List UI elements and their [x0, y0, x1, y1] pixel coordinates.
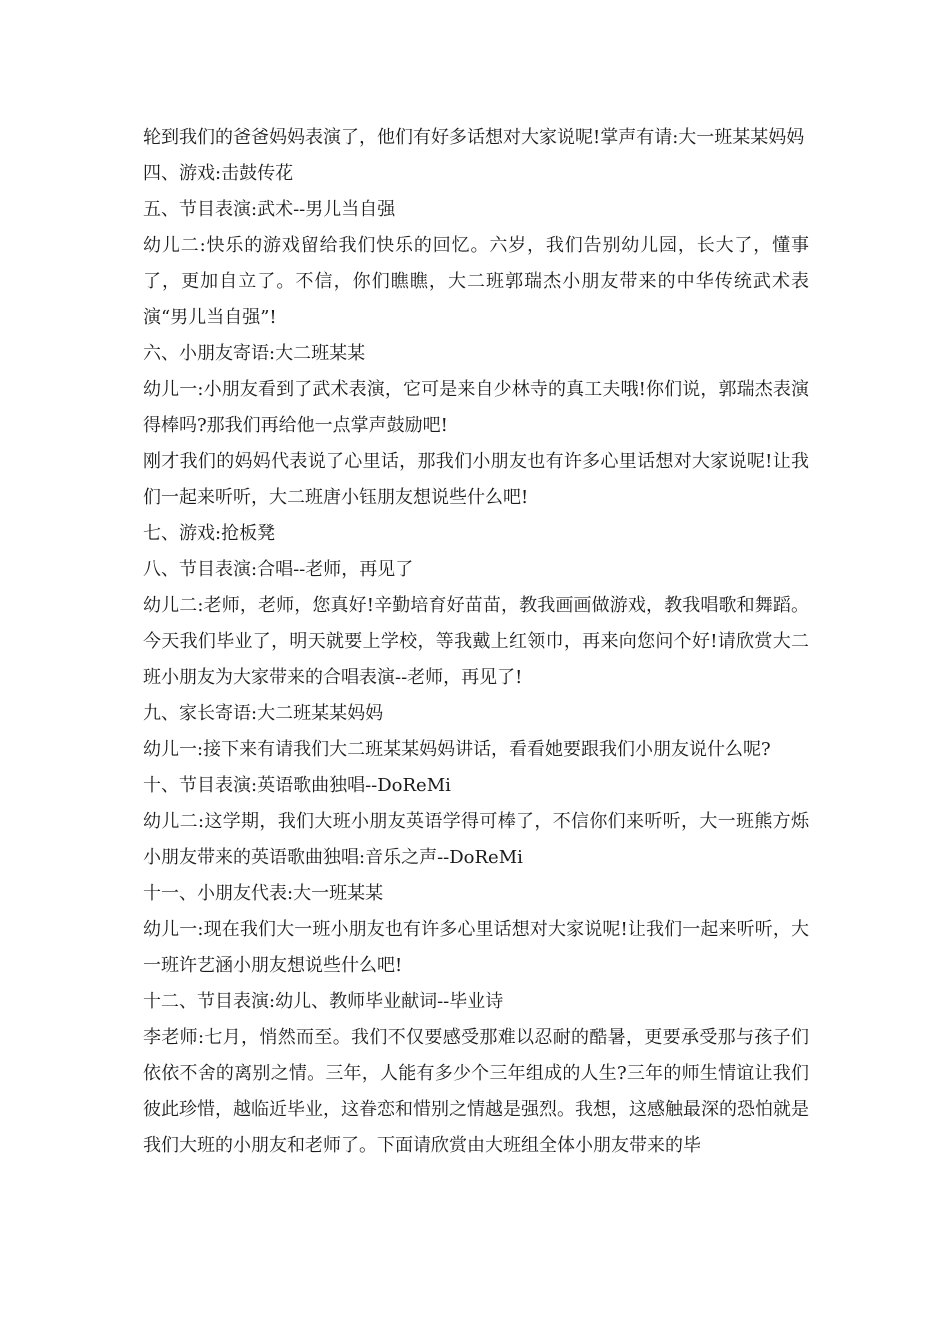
- paragraph: 李老师:七月，悄然而至。我们不仅要感受那难以忍耐的酷暑，更要承受那与孩子们依依不舍的离别之情。三年，人能有多少个三年组成的人生?三年的师生情谊让我们彼此珍惜，越临近毕业，这眷恋和惜别之情越是强烈。我想，这感触最深的恐怕就是我们大班的小朋友和老师了。下面请欣赏由大班组全体小朋友带来的毕: [143, 1027, 809, 1156]
- section-heading: 九、家长寄语:大二班某某妈妈: [143, 703, 384, 724]
- section-heading: 六、小朋友寄语:大二班某某: [143, 343, 366, 364]
- paragraph: 幼儿二:老师，老师，您真好!辛勤培育好苗苗，教我画画做游戏，教我唱歌和舞蹈。今天我们毕业了，明天就要上学校，等我戴上红领巾，再来向您问个好!请欣赏大二班小朋友为大家带来的合唱表演--老师，再见了!: [143, 595, 809, 688]
- section-heading: 十二、节目表演:幼儿、教师毕业献词--毕业诗: [143, 991, 504, 1012]
- paragraph: 幼儿一:现在我们大一班小朋友也有许多心里话想对大家说呢!让我们一起来听听，大一班许艺涵小朋友想说些什么吧!: [143, 919, 809, 976]
- section-heading: 七、游戏:抢板凳: [143, 523, 276, 544]
- paragraph: 幼儿二:快乐的游戏留给我们快乐的回忆。六岁，我们告别幼儿园，长大了，懂事了，更加自立了。不信，你们瞧瞧，大二班郭瑞杰小朋友带来的中华传统武术表演“男儿当自强”!: [143, 235, 809, 328]
- paragraph: 幼儿一:接下来有请我们大二班某某妈妈讲话，看看她要跟我们小朋友说什么呢?: [143, 739, 771, 760]
- paragraph: 刚才我们的妈妈代表说了心里话，那我们小朋友也有许多心里话想对大家说呢!让我们一起来听听，大二班唐小钰朋友想说些什么吧!: [143, 451, 809, 508]
- section-heading: 五、节目表演:武术--男儿当自强: [143, 199, 396, 220]
- section-heading: 八、节目表演:合唱--老师，再见了: [143, 559, 414, 580]
- paragraph: 幼儿二:这学期，我们大班小朋友英语学得可棒了，不信你们来听听，大一班熊方烁小朋友带来的英语歌曲独唱:音乐之声--DoReMi: [143, 811, 809, 868]
- paragraph: 幼儿一:小朋友看到了武术表演，它可是来自少林寺的真工夫哦!你们说，郭瑞杰表演得棒吗?那我们再给他一点掌声鼓励吧!: [143, 379, 809, 436]
- paragraph: 轮到我们的爸爸妈妈表演了，他们有好多话想对大家说呢!掌声有请:大一班某某妈妈: [143, 127, 805, 148]
- section-heading: 十一、小朋友代表:大一班某某: [143, 883, 384, 904]
- document-body: [143, 120, 809, 1164]
- section-heading: 十、节目表演:英语歌曲独唱--DoReMi: [143, 775, 451, 796]
- section-heading: 四、游戏:击鼓传花: [143, 163, 294, 184]
